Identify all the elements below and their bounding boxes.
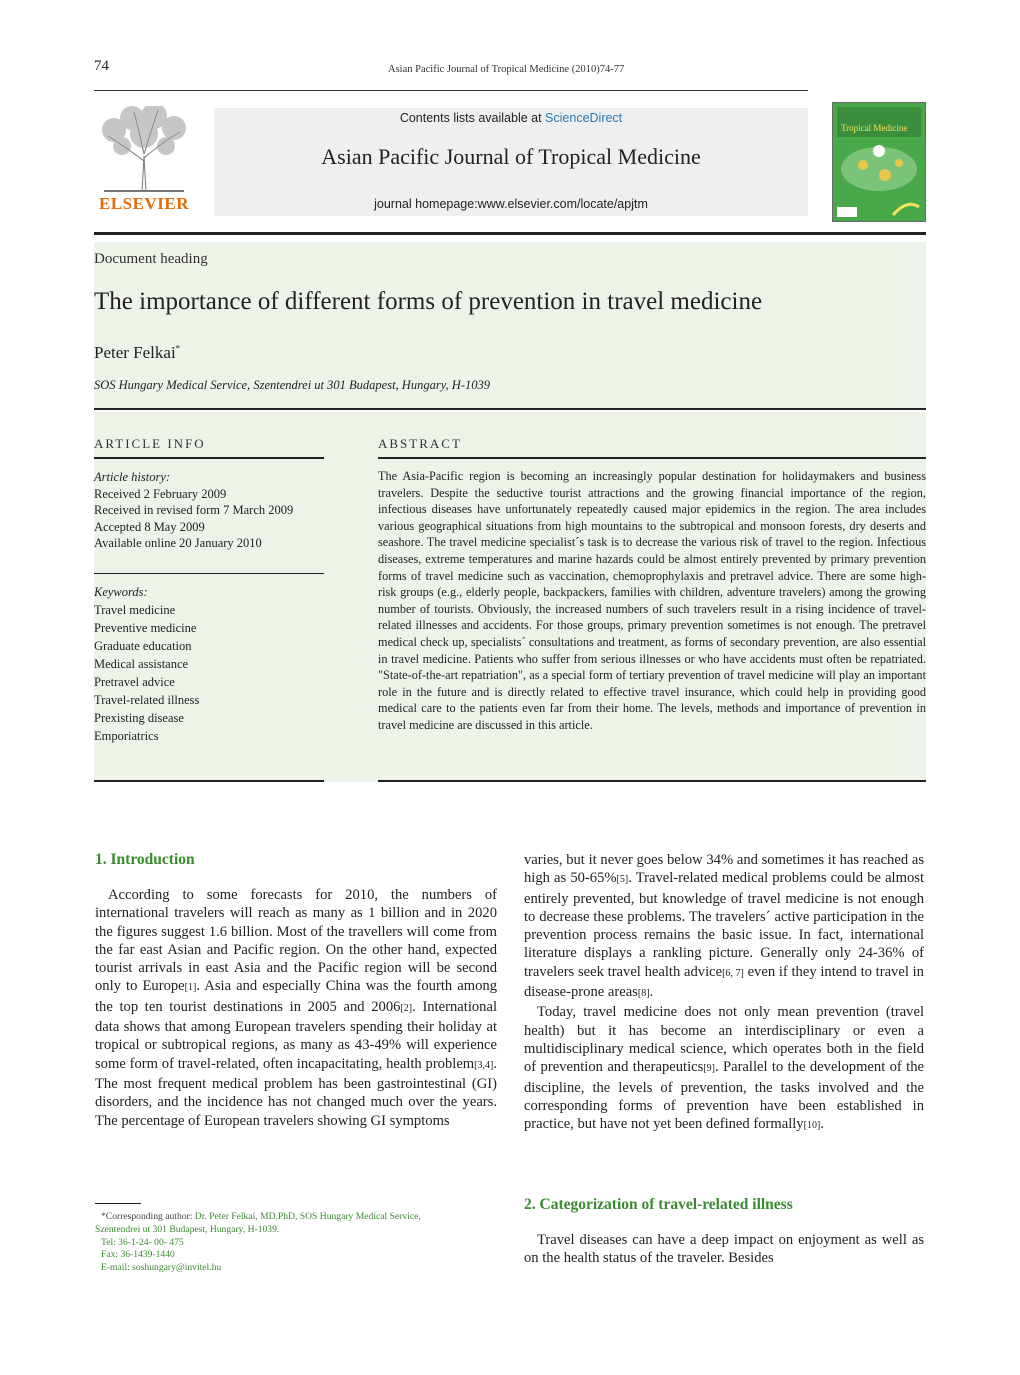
abstract-text: The Asia-Pacific region is becoming an increasingly popular destination for holidaymakers and business travelers. Despite the seductive tourist attractions and the growing financial importance of the region, infectious diseases have unfortunately repeatedly caused major epidemics in the region. The area includes various geographical situations from high mountains to the subtropical and monsoon forests, dry deserts and seashore. The travel medicine specialist´s task is to decrease the various risk of travel to the region. Infectious diseases, extreme temperatures and marine hazards could be almost entirely prevented by primary prevention forms of travel medicine such as vaccination, chemoprophylaxis and pretravel advice. There are some high-risk groups (e.g., elderly people, backpackers, families with children, adventure travelers) among the growing number of tourists. Obviously, the increased numbers of such travelers result in a rising incidence of travel-related illnesses and accidents. For those groups, primary prevention sometimes is not enough. The pretravel medical check up, specialists´ consultations and treatment, as forms of secondary prevention, are also essential in travel medicine. Patients who suffer from serious illnesses or who have accidents must often be repatriated. "State-of-the-art repatriation", as a special form of tertiary prevention of travel medicine will play an important role in the future and is directly related to effective travel insurance, which could help in providing good medical care to the patients even far from their home. The levels, methods and importance of prevention in travel medicine are discussed in this article. [378, 469, 926, 732]
info-rule-bottom [94, 780, 324, 782]
paragraph: Travel diseases can have a deep impact on enjoyment as well as on the health status of the traveler. Besides [524, 1232, 924, 1267]
author-name: Peter Felkai [94, 343, 176, 362]
categorization-text [524, 1231, 924, 1268]
running-head: Asian Pacific Journal of Tropical Medicine (2010)74-77 [388, 64, 625, 75]
history-label: Article history: [94, 470, 171, 484]
footnote-label: *Corresponding author: [101, 1211, 195, 1222]
contents-prefix: Contents lists available at [399, 111, 546, 125]
keyword: Graduate education [94, 639, 192, 653]
affiliation: SOS Hungary Medical Service, Szentendrei ut 301 Budapest, Hungary, H-1039 [94, 378, 490, 392]
contents-line [214, 111, 808, 125]
keyword: Prexisting disease [94, 711, 184, 725]
keywords-label: Keywords: [94, 585, 148, 599]
document-heading: Document heading [94, 251, 208, 267]
keyword: Emporiatrics [94, 729, 159, 743]
introduction-text [95, 886, 497, 1130]
paragraph: varies, but it never goes below 34% and sometimes it has reached as high as 50-65%[5]. Travel-related medical problems could be almost entirely prevented, but knowledge of travel medicine is not enough to decrease these problems. The travelers´ active participation in the prevention process remains the basic issue. In fact, international literature displays a rankling picture. Generally only 24-36% of travelers seek travel health advice[6, 7] even if they intend to travel in disease-prone areas[8]. [524, 852, 924, 1001]
journal-homepage[interactable]: journal homepage:www.elsevier.com/locate/apjtm [374, 197, 648, 211]
history-item: Received 2 February 2009 [94, 486, 227, 501]
categorization-heading: 2. Categorization of travel-related illness [524, 1196, 793, 1213]
header-rule [94, 90, 808, 91]
keyword: Travel-related illness [94, 693, 200, 707]
footnote-fax: Fax: 36-1439-1440 [101, 1249, 175, 1261]
introduction-text-continued [524, 851, 924, 1135]
history-item: Available online 20 January 2010 [94, 536, 262, 550]
abstract-rule-top [378, 457, 926, 459]
title-rule [94, 408, 926, 410]
info-rule-mid [94, 573, 324, 574]
journal-cover-image [832, 102, 926, 222]
citation[interactable]: [9] [703, 1063, 715, 1075]
keyword: Travel medicine [94, 603, 176, 617]
keyword: Medical assistance [94, 657, 189, 671]
keyword: Pretravel advice [94, 675, 175, 689]
citation[interactable]: [2] [400, 1002, 413, 1014]
article-info-heading: ARTICLE INFO [94, 436, 206, 451]
footnote-email[interactable]: E-mail: soshungary@invitel.hu [101, 1262, 222, 1274]
corresponding-author-footnote [95, 1211, 499, 1275]
page-number: 74 [94, 58, 109, 74]
footnote-address: Szentendrei ut 301 Budapest, Hungary, H-1039. [95, 1223, 280, 1235]
paragraph: Today, travel medicine does not only mean prevention (travel health) but it has become an interdisciplinary or even a multidisciplinary medical science, which operates both in the field of prevention and therapeutics[9]. Parallel to the development of the discipline, the levels of prevention, the tasks involved and the corresponding forms of prevention have been established in practice, but have not yet been defined formally[10]. [524, 1004, 924, 1133]
article-history [94, 469, 293, 552]
history-item: Accepted 8 May 2009 [94, 519, 205, 534]
footnote-author: Dr. Peter Felkai, MD.PhD, SOS Hungary Medical Service, [194, 1211, 421, 1222]
info-rule-top [94, 457, 324, 459]
history-item: Received in revised form 7 March 2009 [94, 503, 294, 517]
keyword: Preventive medicine [94, 621, 197, 635]
publisher-name: ELSEVIER [99, 194, 189, 213]
citation[interactable]: [10] [803, 1120, 821, 1132]
footnote-rule [95, 1203, 141, 1204]
abstract-rule-bottom [378, 780, 926, 782]
author-line [94, 343, 180, 363]
keywords-list [94, 583, 199, 745]
cover-title: Tropical Medicine [841, 123, 908, 133]
article-title: The importance of different forms of prevention in travel medicine [94, 288, 763, 315]
citation[interactable]: [8] [637, 988, 650, 1000]
footnote-tel: Tel: 36-1-24- 00- 475 [101, 1236, 184, 1248]
sciencedirect-link[interactable]: ScienceDirect [545, 111, 623, 125]
citation[interactable]: [6, 7] [722, 967, 744, 979]
citation[interactable]: [3,4] [474, 1059, 494, 1071]
introduction-heading: 1. Introduction [95, 851, 195, 868]
masthead-rule [94, 232, 926, 235]
journal-title: Asian Pacific Journal of Tropical Medicine [321, 144, 701, 169]
citation[interactable]: [1] [184, 982, 197, 994]
abstract-heading: ABSTRACT [378, 436, 462, 451]
paragraph: According to some forecasts for 2010, the numbers of international travelers will reach as many as 1 billion and in 2020 the figures suggest 1.6 billion. Most of the travellers will come from the far east Asian and Pacific region. On the other hand, expected tourist arrivals in east Asia and the Pacific region will be second only to Europe[1]. Asia and especially China was the fourth among the top ten tourist destinations in 2005 and 2006[2]. International data shows that among European travelers spending their holiday at tropical or subtropical regions, as many as 43-49% will experience some form of travel-related, often incapacitating, health problem[3,4]. The most frequent medical problem has been gastrointestinal (GI) disorders, and the incidence has not changed much over the years. The percentage of European travelers showing GI symptoms [95, 887, 497, 1129]
author-mark: * [175, 343, 181, 354]
citation[interactable]: [5] [616, 874, 629, 886]
